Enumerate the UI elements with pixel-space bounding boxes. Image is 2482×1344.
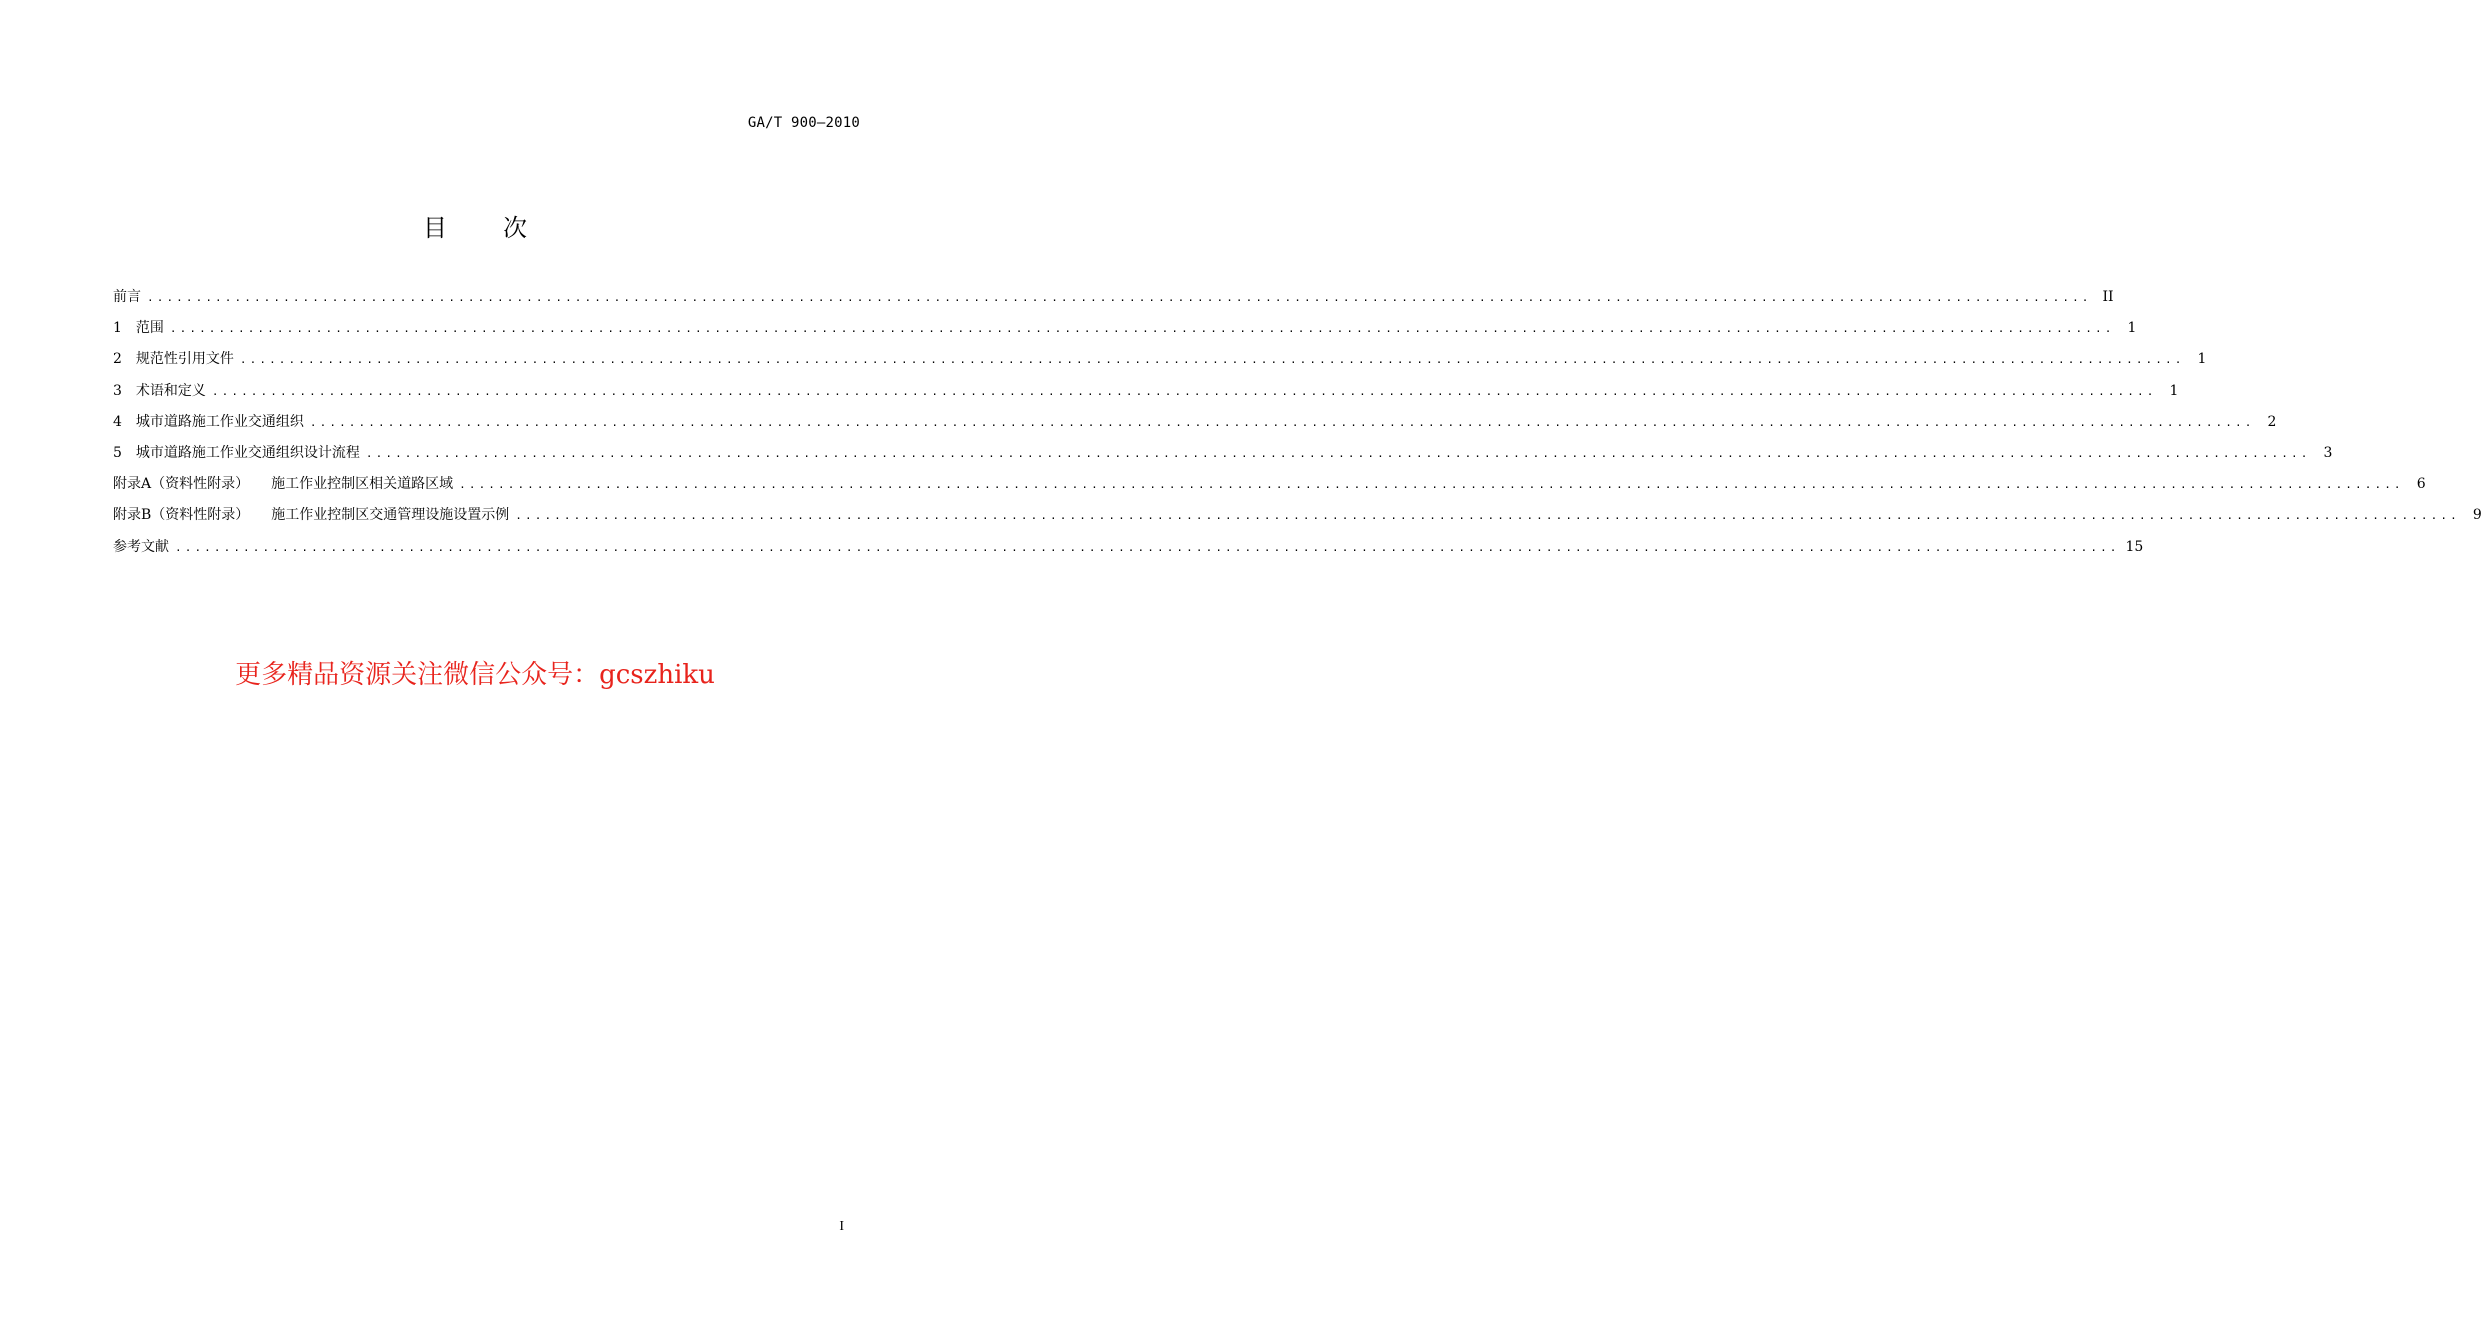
page-number: I bbox=[839, 1219, 844, 1234]
toc-entry-normative-references[interactable] bbox=[113, 347, 2207, 378]
toc-entry-label: 3 术语和定义 bbox=[113, 382, 206, 399]
toc-entry-foreword[interactable] bbox=[113, 285, 2114, 316]
toc-leader-dots: ........................................................................................................................................................................................................ bbox=[459, 478, 2404, 492]
toc-entry-terms-definitions[interactable] bbox=[113, 379, 2179, 410]
toc-entry-label: 附录B（资料性附录） 施工作业控制区交通管理设施设置示例 bbox=[113, 507, 510, 524]
toc-title bbox=[0, 208, 950, 243]
toc-entry-bibliography[interactable] bbox=[113, 535, 2144, 566]
toc-leader-dots: ........................................................................................................................................................................................................ bbox=[211, 384, 2157, 398]
toc-page-number: 15 bbox=[2125, 538, 2144, 555]
toc-leader-dots: ........................................................................................................................................................................................................ bbox=[147, 291, 2092, 304]
toc-entry-label: 参考文献 bbox=[113, 538, 169, 555]
toc-entry-label: 附录A（资料性附录） 施工作业控制区相关道路区域 bbox=[113, 476, 454, 493]
toc-leader-dots: ........................................................................................................................................................................................................ bbox=[239, 353, 2185, 367]
toc-page-number: 6 bbox=[2416, 476, 2426, 493]
toc-leader-dots: ........................................................................................................................................................................................................ bbox=[169, 322, 2115, 336]
toc-entry-appendix-a[interactable] bbox=[113, 472, 2426, 503]
toc-title-first: 目 bbox=[423, 214, 447, 242]
toc-page-number: 1 bbox=[2197, 351, 2207, 368]
toc-page-number: 2 bbox=[2267, 413, 2277, 430]
toc-page-number: 9 bbox=[2472, 507, 2482, 524]
toc-entry-label: 2 规范性引用文件 bbox=[113, 351, 234, 368]
table-of-contents bbox=[113, 285, 2482, 566]
toc-title-second: 次 bbox=[503, 214, 527, 242]
toc-leader-dots: ........................................................................................................................................................................................................ bbox=[515, 509, 2460, 523]
toc-leader-dots: ........................................................................................................................................................................................................ bbox=[175, 540, 2120, 554]
toc-page-number: 1 bbox=[2127, 320, 2137, 337]
toc-entry-scope[interactable] bbox=[113, 316, 2137, 347]
promo-banner: 更多精品资源关注微信公众号：gcszhiku bbox=[235, 660, 715, 690]
standard-code: GA/T 900—2010 bbox=[747, 115, 860, 131]
toc-page-number: II bbox=[2102, 289, 2114, 305]
toc-entry-design-process[interactable] bbox=[113, 441, 2333, 472]
toc-entry-label: 5 城市道路施工作业交通组织设计流程 bbox=[113, 444, 360, 461]
toc-leader-dots: ........................................................................................................................................................................................................ bbox=[365, 446, 2311, 460]
toc-page-number: 1 bbox=[2169, 382, 2179, 399]
toc-entry-label: 前言 bbox=[113, 289, 141, 305]
toc-entry-label: 1 范围 bbox=[113, 320, 164, 337]
toc-leader-dots: ........................................................................................................................................................................................................ bbox=[309, 415, 2255, 429]
toc-entry-label: 4 城市道路施工作业交通组织 bbox=[113, 413, 304, 430]
toc-entry-appendix-b[interactable] bbox=[113, 503, 2482, 534]
toc-entry-traffic-organization[interactable] bbox=[113, 410, 2277, 441]
toc-page-number: 3 bbox=[2323, 444, 2333, 461]
